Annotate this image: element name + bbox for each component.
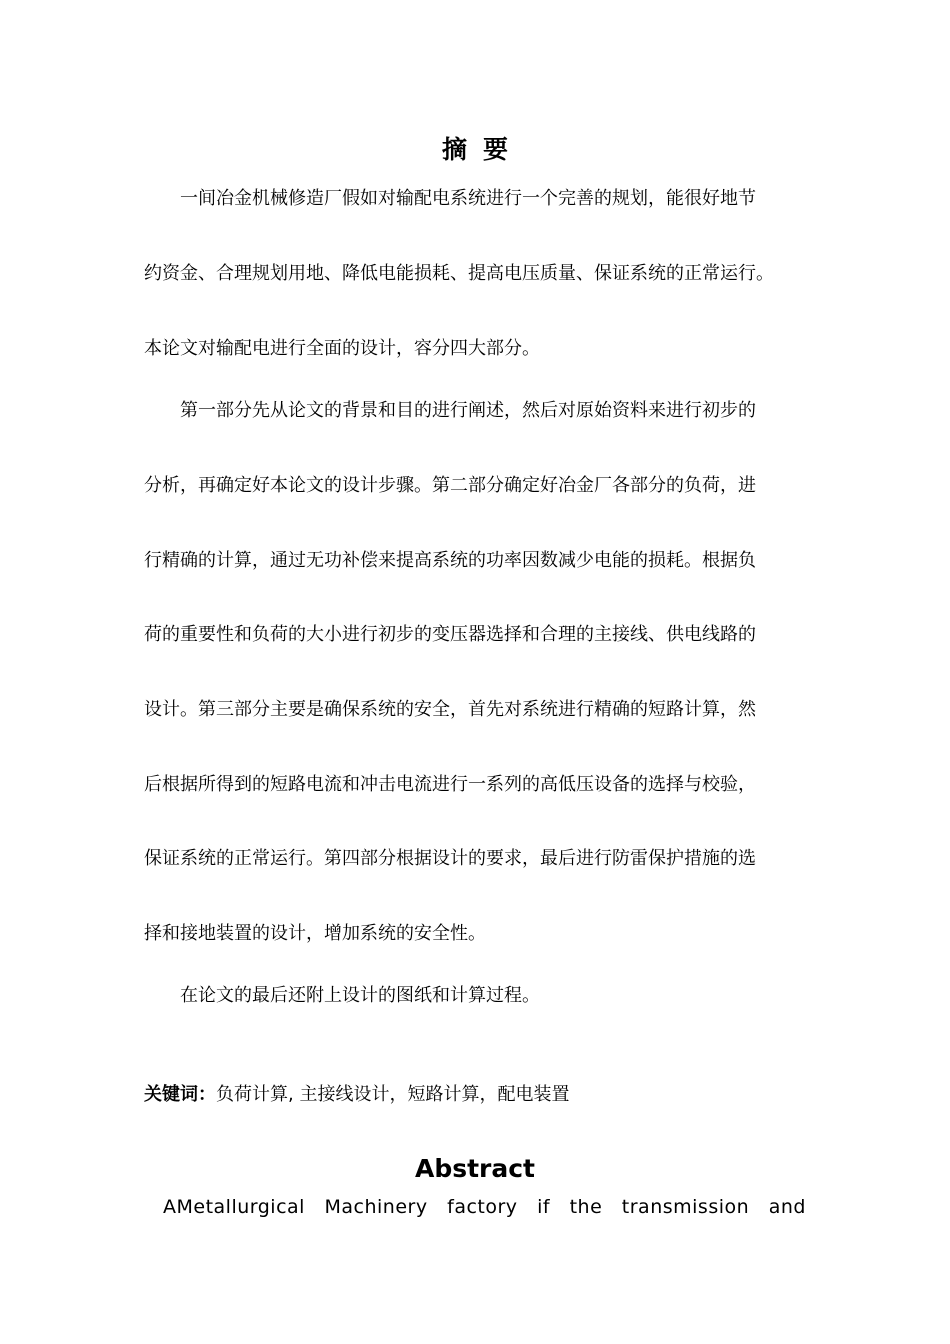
abstract-word: transmission: [621, 1196, 750, 1218]
abstract-line-9: 后根据所得到的短路电流和冲击电流进行一系列的高低压设备的选择与校验，: [144, 774, 756, 795]
abstract-line-11: 择和接地装置的设计，增加系统的安全性。: [144, 923, 486, 944]
abstract-line-6: 行精确的计算，通过无功补偿来提高系统的功率因数减少电能的损耗。根据负: [144, 550, 756, 571]
abstract-line-3: 本论文对输配电进行全面的设计，容分四大部分。: [144, 338, 540, 359]
english-abstract-line-1: [163, 1194, 806, 1220]
keywords-text: 负荷计算, 主接线设计，短路计算，配电装置: [216, 1084, 570, 1105]
chinese-abstract-title: 摘要: [441, 135, 524, 164]
abstract-line-4: 第一部分先从论文的背景和目的进行阐述，然后对原始资料来进行初步的: [144, 400, 756, 421]
abstract-line-1: 一间冶金机械修造厂假如对输配电系统进行一个完善的规划，能很好地节: [144, 188, 756, 209]
abstract-line-8: 设计。第三部分主要是确保系统的安全，首先对系统进行精确的短路计算，然: [144, 699, 756, 720]
abstract-word: AMetallurgical: [163, 1196, 305, 1218]
keywords-line: [144, 1082, 569, 1108]
abstract-line-5: 分析，再确定好本论文的设计步骤。第二部分确定好冶金厂各部分的负荷，进: [144, 475, 756, 496]
abstract-line-2: 约资金、合理规划用地、降低电能损耗、提高电压质量、保证系统的正常运行。: [144, 263, 774, 284]
abstract-word: Machinery: [324, 1196, 428, 1218]
abstract-line-7: 荷的重要性和负荷的大小进行初步的变压器选择和合理的主接线、供电线路的: [144, 624, 756, 645]
abstract-line-12: 在论文的最后还附上设计的图纸和计算过程。: [144, 985, 540, 1006]
abstract-word: factory: [447, 1196, 518, 1218]
abstract-word: the: [569, 1196, 603, 1218]
keywords-label: 关键词：: [144, 1084, 216, 1105]
abstract-word: if: [537, 1196, 551, 1218]
abstract-line-10: 保证系统的正常运行。第四部分根据设计的要求，最后进行防雷保护措施的选: [144, 848, 756, 869]
abstract-word: and: [768, 1196, 806, 1218]
english-abstract-title: Abstract: [414, 1154, 536, 1183]
